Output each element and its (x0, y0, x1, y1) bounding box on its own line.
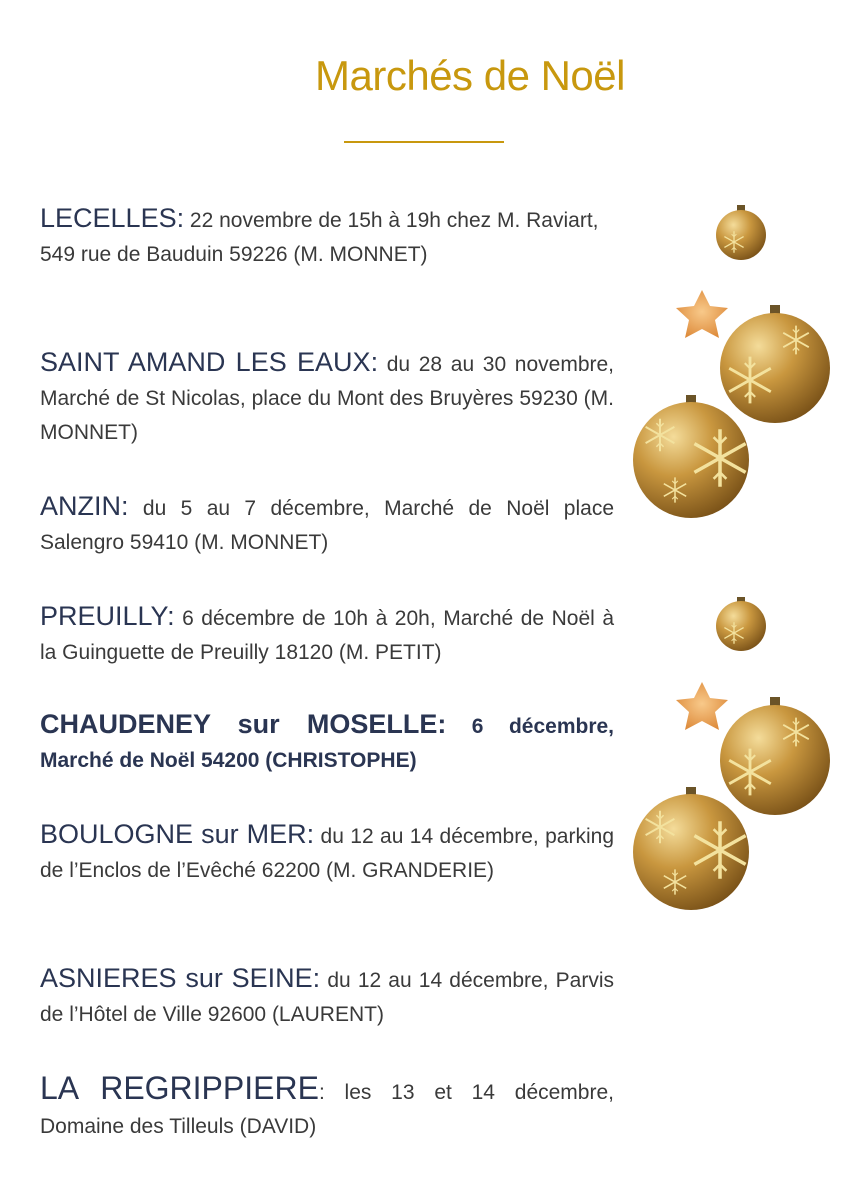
christmas-bauble-icon (720, 305, 830, 423)
star-ornament-icon (676, 682, 728, 730)
market-details: 6 décembre de 10h à 20h, Marché de Noël à la Guinguette de Preuilly 18120 (M. PETIT) (40, 607, 614, 664)
market-entry-lecelles (40, 201, 614, 272)
market-details: du 12 au 14 décembre, parking de l’Enclos de l’Evêché 62200 (M. GRANDERIE) (40, 825, 614, 882)
market-name: ANZIN: (40, 491, 129, 521)
market-entry-anzin (40, 489, 614, 560)
market-address: 549 rue de Bauduin 59226 (M. MONNET) (40, 243, 428, 266)
christmas-bauble-icon (720, 697, 830, 815)
market-details: : les 13 et 14 décembre, Domaine des Tilleuls (DAVID) (40, 1081, 614, 1138)
christmas-bauble-icon (633, 787, 749, 910)
market-entry-boulogne (40, 817, 614, 888)
title-underline (344, 141, 504, 143)
christmas-bauble-icon (633, 395, 749, 518)
market-details: du 12 au 14 décembre, Parvis de l’Hôtel de Ville 92600 (LAURENT) (40, 969, 614, 1026)
market-entry-chaudeney (40, 707, 614, 778)
market-name: BOULOGNE sur MER: (40, 819, 315, 849)
star-ornament-icon (676, 290, 728, 338)
market-name: ASNIERES sur SEINE: (40, 963, 321, 993)
christmas-bauble-icon (716, 597, 766, 651)
market-name: SAINT AMAND LES EAUX: (40, 347, 379, 377)
christmas-bauble-icon (716, 205, 766, 260)
market-name: CHAUDENEY sur MOSELLE: (40, 709, 447, 739)
christmas-ornaments (620, 190, 848, 930)
market-entry-asnieres (40, 961, 614, 1032)
market-name: LECELLES: (40, 203, 185, 233)
market-details: du 5 au 7 décembre, Marché de Noël place Salengro 59410 (M. MONNET) (40, 497, 614, 554)
page-title: Marchés de Noël (315, 52, 625, 99)
market-entry-la-regrippiere (40, 1071, 614, 1144)
market-details: 6 décembre, Marché de Noël 54200 (CHRISTOPHE) (40, 715, 615, 772)
market-name: LA REGRIPPIERE (40, 1070, 319, 1106)
market-entry-saint-amand (40, 345, 614, 450)
market-name: PREUILLY: (40, 601, 175, 631)
market-details: du 28 au 30 novembre, Marché de St Nicolas, place du Mont des Bruyères 59230 (M. MONNET) (40, 353, 615, 444)
market-details: 22 novembre de 15h à 19h chez M. Raviart, (184, 209, 599, 232)
market-entry-preuilly (40, 599, 614, 670)
